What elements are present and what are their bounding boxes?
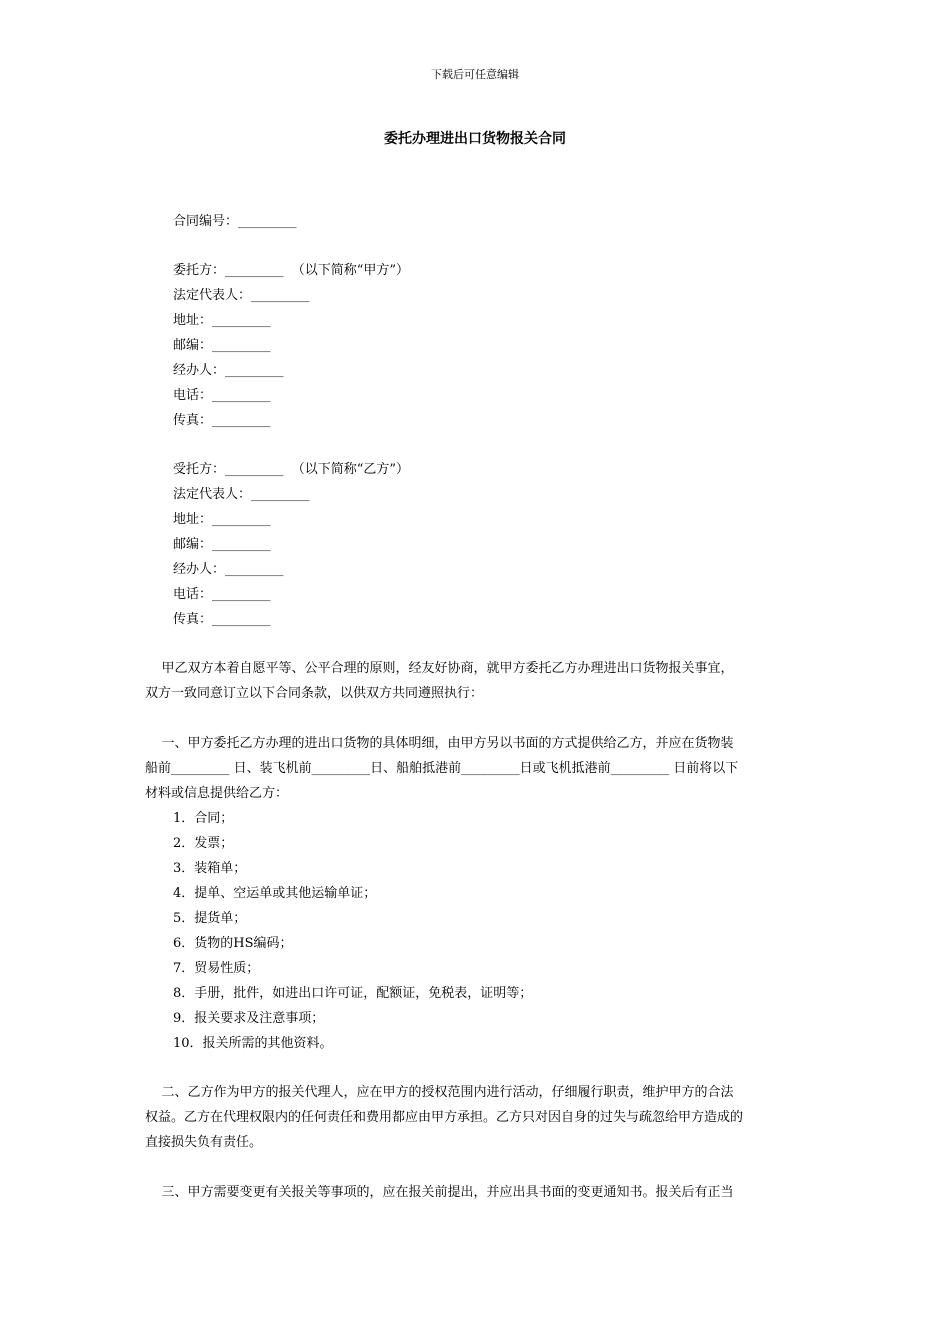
party-b-agent: 经办人：_________ [173,562,284,577]
list-item: 2．发票； [173,836,234,851]
party-b-fax: 传真：_________ [173,612,271,627]
list-item: 10．报关所需的其他资料。 [173,1036,333,1051]
preamble-paragraph [145,656,809,706]
party-a-phone: 电话：_________ [173,388,271,403]
list-item: 4．提单、空运单或其他运输单证； [173,886,377,901]
clause-3-line: 三、甲方需要变更有关报关等事项的，应在报关前提出，并应出具书面的变更通知书。报关后有正当 [145,1185,734,1200]
party-a-legal-rep: 法定代表人：_________ [173,288,310,303]
clause-2-line: 直接损失负有责任。 [145,1135,263,1150]
clause-2-line: 权益。乙方在代理权限内的任何责任和费用都应由甲方承担。乙方只对因自身的过失与疏忽给甲方造成的 [145,1110,744,1125]
clause-2-line: 二、乙方作为甲方的报关代理人，应在甲方的授权范围内进行活动，仔细履行职责，维护甲方的合法 [145,1085,734,1100]
party-a-postcode: 邮编：_________ [173,338,271,353]
party-b-phone: 电话：_________ [173,587,271,602]
clause-2-paragraph [145,1080,809,1155]
party-b-postcode: 邮编：_________ [173,537,271,552]
preamble-line: 双方一致同意订立以下合同条款，以供双方共同遵照执行： [145,686,484,701]
party-b-principal: 受托方：_________ （以下简称“乙方”） [173,462,410,477]
clause-1-line: 一、甲方委托乙方办理的进出口货物的具体明细，由甲方另以书面的方式提供给乙方，并应在货物装 [145,736,734,751]
party-a-principal: 委托方：_________ （以下简称“甲方”） [173,263,410,278]
list-item: 5．提货单； [173,911,247,926]
party-a-agent: 经办人：_________ [173,363,284,378]
list-item: 9．报关要求及注意事项； [173,1011,325,1026]
document-title: 委托办理进出口货物报关合同 [384,131,566,147]
party-a-fax: 传真：_________ [173,413,271,428]
preamble-line: 甲乙双方本着自愿平等、公平合理的原则，经友好协商，就甲方委托乙方办理进出口货物报关事宜， [145,661,734,676]
clause-1-line: 船前_________ 日、装飞机前_________日、船舶抵港前_________日或飞机抵港前_________ 日前将以下 [145,761,739,776]
list-item: 6．货物的HS编码； [173,936,293,951]
party-a-address: 地址：_________ [173,313,271,328]
contract-number-field: 合同编号：_________ [173,214,297,229]
list-item: 1．合同； [173,811,234,826]
clause-1-line: 材料或信息提供给乙方： [145,786,289,801]
party-b-address: 地址：_________ [173,512,271,527]
clause-3-paragraph [145,1180,809,1205]
list-item: 3．装箱单； [173,861,247,876]
list-item: 8．手册，批件，如进出口许可证，配额证，免税表，证明等； [173,986,533,1001]
clause-1-paragraph [145,731,809,806]
header-note: 下载后可任意编辑 [431,68,519,81]
list-item: 7．贸易性质； [173,961,260,976]
party-b-legal-rep: 法定代表人：_________ [173,487,310,502]
